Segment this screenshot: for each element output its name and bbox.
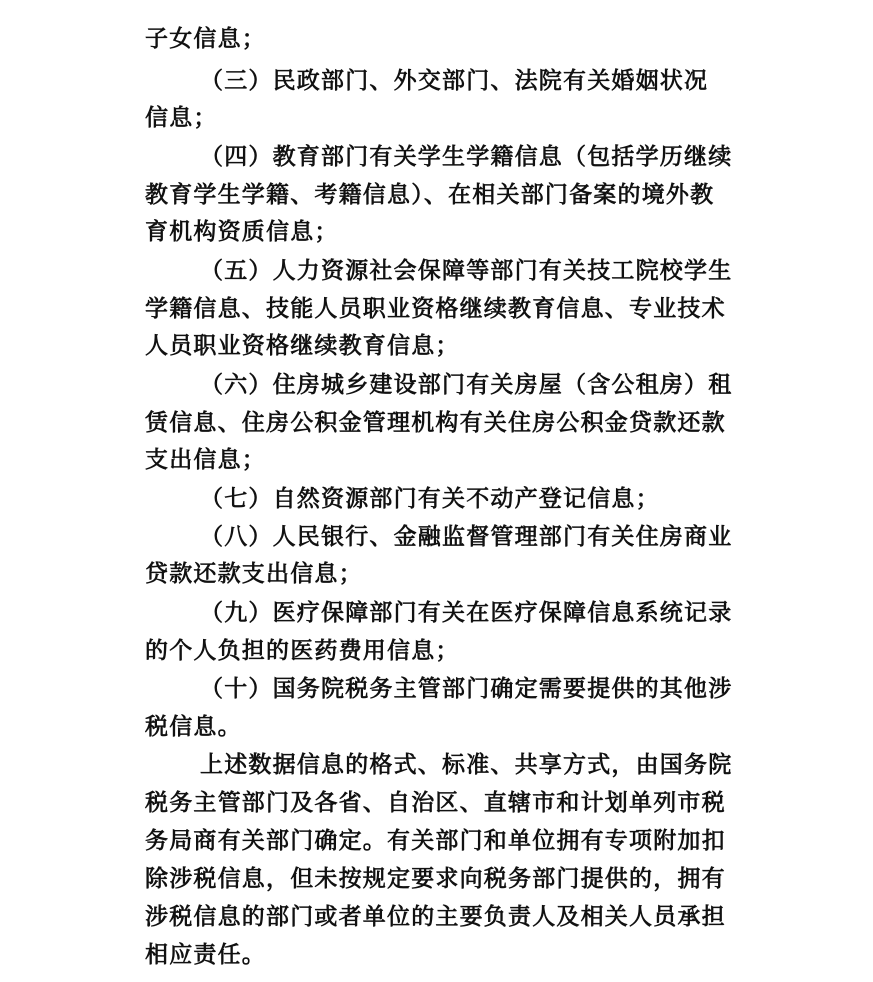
text-line: 教育学生学籍、考籍信息）、在相关部门备案的境外教 — [145, 181, 715, 208]
text-line: 支出信息； — [145, 446, 266, 473]
text-line: 上述数据信息的格式、标准、共享方式，由国务院 — [200, 751, 733, 778]
text-line: 涉税信息的部门或者单位的主要负责人及相关人员承担 — [145, 903, 726, 930]
text-line: 的个人负担的医药费用信息； — [145, 637, 460, 664]
text-line: 税务主管部门及各省、自治区、直辖市和计划单列市税 — [145, 789, 726, 816]
text-line: 人员职业资格继续教育信息； — [145, 332, 460, 359]
text-line: 务局商有关部门确定。有关部门和单位拥有专项附加扣 — [145, 827, 726, 854]
text-line: 除涉税信息，但未按规定要求向税务部门提供的，拥有 — [145, 865, 726, 892]
text-line: （九）医疗保障部门有关在医疗保障信息系统记录 — [200, 599, 733, 626]
text-line: （三）民政部门、外交部门、法院有关婚姻状况 — [200, 67, 709, 94]
text-line: 子女信息； — [145, 25, 266, 52]
text-line: 赁信息、住房公积金管理机构有关住房公积金贷款还款 — [145, 409, 726, 436]
text-line: 育机构资质信息； — [145, 218, 339, 245]
text-line: 贷款还款支出信息； — [145, 560, 363, 587]
text-line: （七）自然资源部门有关不动产登记信息； — [200, 485, 660, 512]
text-line: 学籍信息、技能人员职业资格继续教育信息、专业技术 — [145, 295, 726, 322]
text-line: （五）人力资源社会保障等部门有关技工院校学生 — [200, 257, 733, 284]
text-line: （六）住房城乡建设部门有关房屋（含公租房）租 — [200, 371, 733, 398]
text-line: 税信息。 — [145, 713, 242, 740]
text-line: （八）人民银行、金融监督管理部门有关住房商业 — [200, 523, 733, 550]
text-line: 相应责任。 — [145, 941, 266, 968]
text-line: （四）教育部门有关学生学籍信息（包括学历继续 — [200, 143, 733, 170]
text-line: 信息； — [145, 104, 218, 131]
text-line: （十）国务院税务主管部门确定需要提供的其他涉 — [200, 675, 733, 702]
